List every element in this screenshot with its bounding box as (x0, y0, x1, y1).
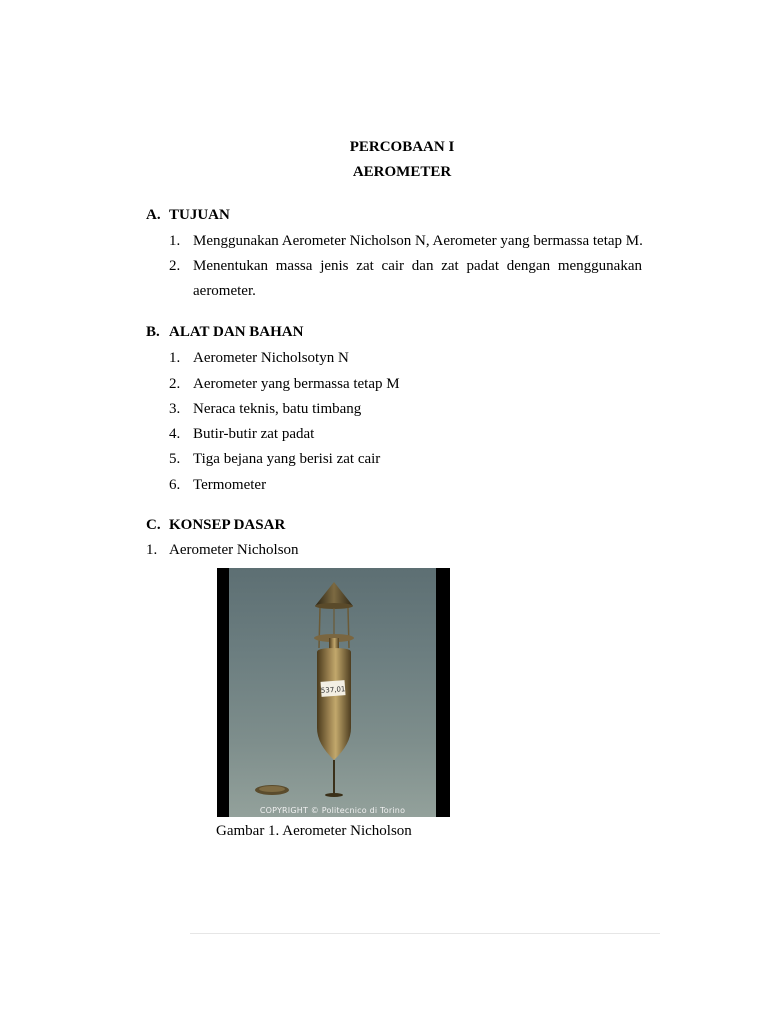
list-number: 1. (146, 542, 158, 558)
list-number: 5. (169, 451, 181, 467)
list-text: Butir-butir zat padat (193, 426, 315, 442)
list-item (169, 256, 643, 276)
section-letter: C. (146, 517, 161, 533)
list-number: 2. (169, 258, 181, 274)
list-text: Menggunakan Aerometer Nicholson N, Aerometer yang bermassa tetap M. (193, 233, 643, 249)
list-item (169, 399, 361, 419)
list-item (146, 542, 299, 559)
list-item (169, 348, 349, 368)
section-title: TUJUAN (169, 207, 230, 223)
list-item (169, 449, 380, 469)
list-number: 4. (169, 426, 181, 442)
figure-caption: Gambar 1. Aerometer Nicholson (216, 823, 412, 839)
list-item (169, 475, 266, 495)
list-text-continuation: aerometer. (193, 283, 256, 299)
list-item (169, 424, 314, 444)
float-body (317, 648, 351, 760)
aerometer-illustration (217, 568, 450, 817)
section-c-heading (146, 517, 285, 534)
list-text: Aerometer yang bermassa tetap M (193, 376, 400, 392)
footer-divider (190, 933, 660, 934)
list-text: Tiga bejana yang berisi zat cair (193, 451, 381, 467)
section-a-heading (146, 207, 230, 224)
section-b-heading (146, 324, 303, 341)
list-item (169, 374, 400, 394)
list-item (169, 231, 643, 251)
section-title: ALAT DAN BAHAN (169, 324, 304, 340)
list-text: Menentukan massa jenis zat cair dan zat padat dengan menggunakan (193, 258, 642, 274)
support-rod-right (348, 608, 349, 648)
section-title: KONSEP DASAR (169, 517, 286, 533)
document-subtitle: AEROMETER (352, 164, 452, 180)
list-number: 1. (169, 350, 181, 366)
aerometer-photo (217, 568, 450, 817)
list-text: Neraca teknis, batu timbang (193, 401, 362, 417)
list-text: Termometer (193, 477, 267, 493)
list-number: 2. (169, 376, 181, 392)
document-title: PERCOBAAN I (349, 139, 455, 155)
support-rod-left (319, 608, 320, 648)
base-foot (325, 793, 343, 797)
list-number: 6. (169, 477, 181, 493)
loose-plate-inner (259, 786, 285, 792)
specimen-label-text: 537,01 (320, 685, 346, 695)
section-letter: B. (146, 324, 160, 340)
list-number: 3. (169, 401, 181, 417)
list-number: 1. (169, 233, 181, 249)
photo-copyright: COPYRIGHT © Politecnico di Torino (259, 806, 406, 815)
list-text: Aerometer Nicholson (169, 542, 299, 558)
section-letter: A. (146, 207, 161, 223)
top-cone (315, 582, 353, 606)
list-text: Aerometer Nicholsotyn N (193, 350, 349, 366)
